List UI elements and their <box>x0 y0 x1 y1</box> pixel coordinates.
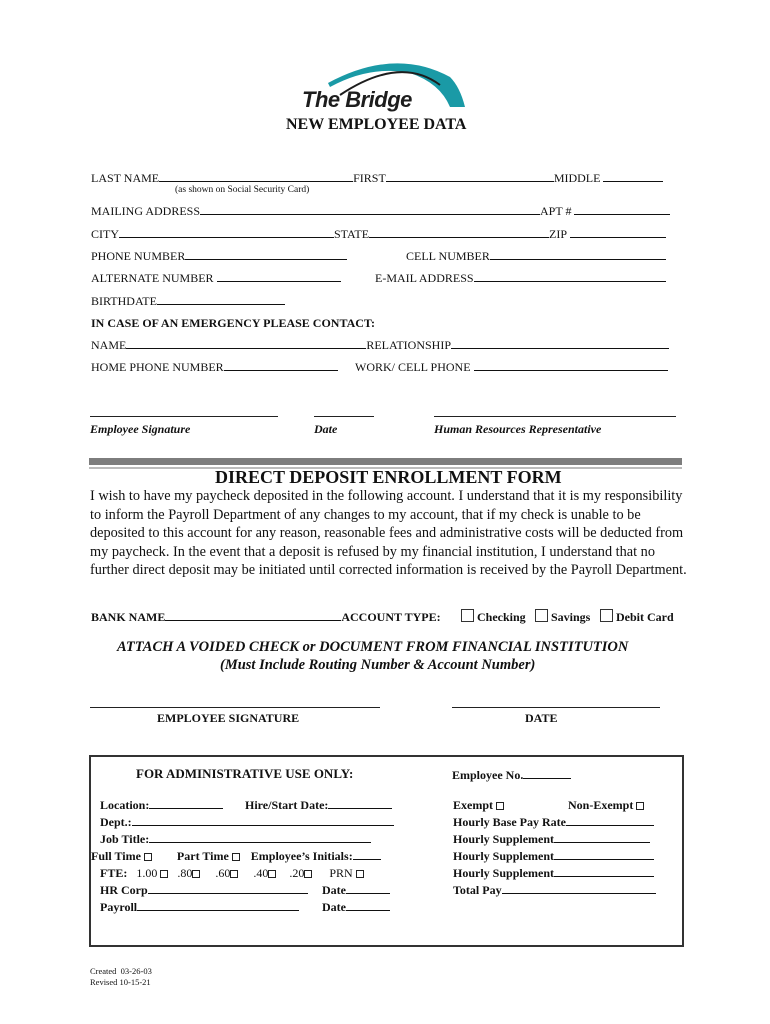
bank-name-label: BANK NAME <box>91 610 166 624</box>
prn-label: PRN <box>329 866 353 880</box>
employee-no-field[interactable] <box>523 768 571 779</box>
hourly-supplement-row <box>453 849 654 864</box>
hourly-supplement-field[interactable] <box>554 849 654 860</box>
last-name-row <box>91 171 663 186</box>
hourly-supplement-label: Hourly Supplement <box>453 832 555 846</box>
debit-card-checkbox[interactable] <box>600 609 613 622</box>
full-time-label: Full Time <box>91 849 141 863</box>
apt-field[interactable] <box>574 204 670 215</box>
birthdate-field[interactable] <box>157 294 285 305</box>
fte-checkbox[interactable] <box>192 870 200 878</box>
mailing-address-label: MAILING ADDRESS <box>91 204 201 218</box>
phone-field[interactable] <box>185 249 347 260</box>
non-exempt-checkbox[interactable] <box>636 802 644 810</box>
work-cell-field[interactable] <box>474 360 668 371</box>
payroll-field[interactable] <box>137 900 299 911</box>
fte-checkbox[interactable] <box>268 870 276 878</box>
revised-date: Revised 10-15-21 <box>90 977 151 987</box>
email-field[interactable] <box>474 271 666 282</box>
birthdate-row <box>91 294 285 309</box>
fte-checkbox[interactable] <box>304 870 312 878</box>
last-name-field[interactable] <box>159 171 353 182</box>
home-phone-label: HOME PHONE NUMBER <box>91 360 224 374</box>
hr-corp-date-field[interactable] <box>346 883 390 894</box>
direct-deposit-title: DIRECT DEPOSIT ENROLLMENT FORM <box>215 467 562 487</box>
hr-corp-date-label: Date <box>322 883 346 897</box>
created-date: Created 03-26-03 <box>90 966 152 976</box>
total-pay-label: Total Pay <box>453 883 502 897</box>
last-name-label: LAST NAME <box>91 171 160 185</box>
logo-text: The Bridge <box>302 87 412 112</box>
savings-label: Savings <box>551 610 591 624</box>
alternate-label: ALTERNATE NUMBER <box>91 271 214 285</box>
city-label: CITY <box>91 227 119 241</box>
mailing-address-row <box>91 204 670 219</box>
payroll-date-row <box>322 900 390 915</box>
hr-signature-line[interactable] <box>434 416 676 417</box>
state-label: STATE <box>334 227 370 241</box>
home-phone-field[interactable] <box>224 360 338 371</box>
prn-checkbox[interactable] <box>356 870 364 878</box>
payroll-date-label: Date <box>322 900 346 914</box>
hr-corp-label: HR Corp <box>100 883 148 897</box>
fte-option: .40 <box>253 866 269 880</box>
employment-type-row <box>91 849 381 864</box>
hourly-supplement-label: Hourly Supplement <box>453 866 555 880</box>
hr-corp-row <box>100 883 308 898</box>
date-label: Date <box>314 422 338 436</box>
job-title-row <box>100 832 371 847</box>
non-exempt-row <box>568 798 644 813</box>
payroll-label: Payroll <box>100 900 138 914</box>
phone-label: PHONE NUMBER <box>91 249 186 263</box>
attach-instruction-sub: (Must Include Routing Number & Account Number) <box>220 657 536 673</box>
first-name-label: FIRST <box>353 171 386 185</box>
employee-signature-line[interactable] <box>90 416 278 417</box>
section-divider <box>89 458 682 465</box>
debit-card-label: Debit Card <box>616 610 674 624</box>
emergency-phone-row <box>91 360 338 375</box>
emergency-name-field[interactable] <box>126 338 366 349</box>
dept-label: Dept.: <box>100 815 132 829</box>
dd-employee-signature-line[interactable] <box>90 707 380 708</box>
job-title-label: Job Title: <box>100 832 150 846</box>
exempt-checkbox[interactable] <box>496 802 504 810</box>
bank-name-row <box>91 610 441 625</box>
hourly-supplement-label: Hourly Supplement <box>453 849 555 863</box>
cell-row <box>406 249 666 264</box>
page-title: NEW EMPLOYEE DATA <box>286 116 467 133</box>
hourly-supplement-field[interactable] <box>554 832 650 843</box>
total-pay-row <box>453 883 656 898</box>
fte-checkbox[interactable] <box>160 870 168 878</box>
hourly-base-field[interactable] <box>566 815 654 826</box>
account-type-label: ACCOUNT TYPE: <box>341 610 441 624</box>
work-cell-label: WORK/ CELL PHONE <box>355 360 471 374</box>
dept-field[interactable] <box>132 815 394 826</box>
dd-date-label: DATE <box>525 711 558 725</box>
direct-deposit-paragraph: I wish to have my paycheck deposited in the following account. I understand that it is my responsibility to inform the Payroll Department of any changes to my account, that if my check is unable to be deposited to this account for any reason, reasonable fees and administrative costs will be deducted from my paycheck. In the event that a deposit is refused by my financial institution, I understand that no further direct deposit may be initiated until corrected information is received by the Payroll Department. <box>90 488 687 579</box>
employee-no-label: Employee No. <box>452 768 524 782</box>
non-exempt-label: Non-Exempt <box>568 798 634 812</box>
employee-no-row <box>452 768 571 783</box>
initials-field[interactable] <box>353 849 381 860</box>
payroll-date-field[interactable] <box>346 900 390 911</box>
hire-date-row <box>245 798 392 813</box>
emergency-name-label: NAME <box>91 338 127 352</box>
payroll-row <box>100 900 299 915</box>
part-time-label: Part Time <box>176 849 229 863</box>
mailing-address-field[interactable] <box>200 204 540 215</box>
exempt-label: Exempt <box>453 798 493 812</box>
job-title-field[interactable] <box>149 832 371 843</box>
hourly-base-label: Hourly Base Pay Rate <box>453 815 566 829</box>
hire-date-label: Hire/Start Date: <box>245 798 329 812</box>
checking-label: Checking <box>477 610 526 624</box>
first-name-field[interactable] <box>386 171 554 182</box>
city-row <box>91 227 666 242</box>
fte-option: 1.00 <box>136 866 158 880</box>
alternate-field[interactable] <box>217 271 341 282</box>
fte-label: FTE: <box>100 866 128 880</box>
total-pay-field[interactable] <box>502 883 656 894</box>
phone-row <box>91 249 347 264</box>
checking-checkbox[interactable] <box>461 609 474 622</box>
dept-row <box>100 815 394 830</box>
hr-corp-field[interactable] <box>148 883 308 894</box>
hire-date-field[interactable] <box>328 798 392 809</box>
relationship-field[interactable] <box>451 338 669 349</box>
initials-label: Employee’s Initials: <box>250 849 353 863</box>
emergency-name-row <box>91 338 669 353</box>
ssn-note: (as shown on Social Security Card) <box>175 185 310 195</box>
relationship-label: RELATIONSHIP <box>366 338 452 352</box>
exempt-row <box>453 798 504 813</box>
fte-checkbox[interactable] <box>230 870 238 878</box>
full-time-checkbox[interactable] <box>144 853 152 861</box>
state-field[interactable] <box>369 227 549 238</box>
dd-date-line[interactable] <box>452 707 660 708</box>
zip-label: ZIP <box>549 227 567 241</box>
work-cell-row <box>355 360 668 375</box>
cell-label: CELL NUMBER <box>406 249 490 263</box>
hourly-supplement-row <box>453 866 654 881</box>
hourly-supplement-row <box>453 832 650 847</box>
apt-label: APT # <box>540 204 572 218</box>
birthdate-label: BIRTHDATE <box>91 294 157 308</box>
employee-signature-label: Employee Signature <box>90 422 191 436</box>
fte-row <box>100 866 364 881</box>
middle-name-field[interactable] <box>603 171 663 182</box>
location-field[interactable] <box>149 798 223 809</box>
fte-option: .20 <box>289 866 305 880</box>
attach-instruction: ATTACH A VOIDED CHECK or DOCUMENT FROM FINANCIAL INSTITUTION <box>117 639 629 655</box>
city-field[interactable] <box>119 227 334 238</box>
fte-option: .60 <box>215 866 231 880</box>
fte-option: .80 <box>177 866 193 880</box>
alternate-row <box>91 271 341 286</box>
dd-employee-signature-label: EMPLOYEE SIGNATURE <box>157 711 300 725</box>
date-signature-line[interactable] <box>314 416 374 417</box>
admin-heading: FOR ADMINISTRATIVE USE ONLY: <box>136 766 354 781</box>
hourly-supplement-field[interactable] <box>554 866 654 877</box>
savings-checkbox[interactable] <box>535 609 548 622</box>
emergency-heading: IN CASE OF AN EMERGENCY PLEASE CONTACT: <box>91 316 376 330</box>
email-label: E-MAIL ADDRESS <box>375 271 474 285</box>
logo <box>300 55 470 115</box>
middle-name-label: MIDDLE <box>553 171 601 185</box>
hr-corp-date-row <box>322 883 390 898</box>
location-label: Location: <box>100 798 150 812</box>
email-row <box>375 271 666 286</box>
location-row <box>100 798 223 813</box>
part-time-checkbox[interactable] <box>232 853 240 861</box>
cell-field[interactable] <box>490 249 666 260</box>
zip-field[interactable] <box>570 227 666 238</box>
hourly-base-row <box>453 815 654 830</box>
hr-representative-label: Human Resources Representative <box>434 422 602 436</box>
bank-name-field[interactable] <box>165 610 341 621</box>
